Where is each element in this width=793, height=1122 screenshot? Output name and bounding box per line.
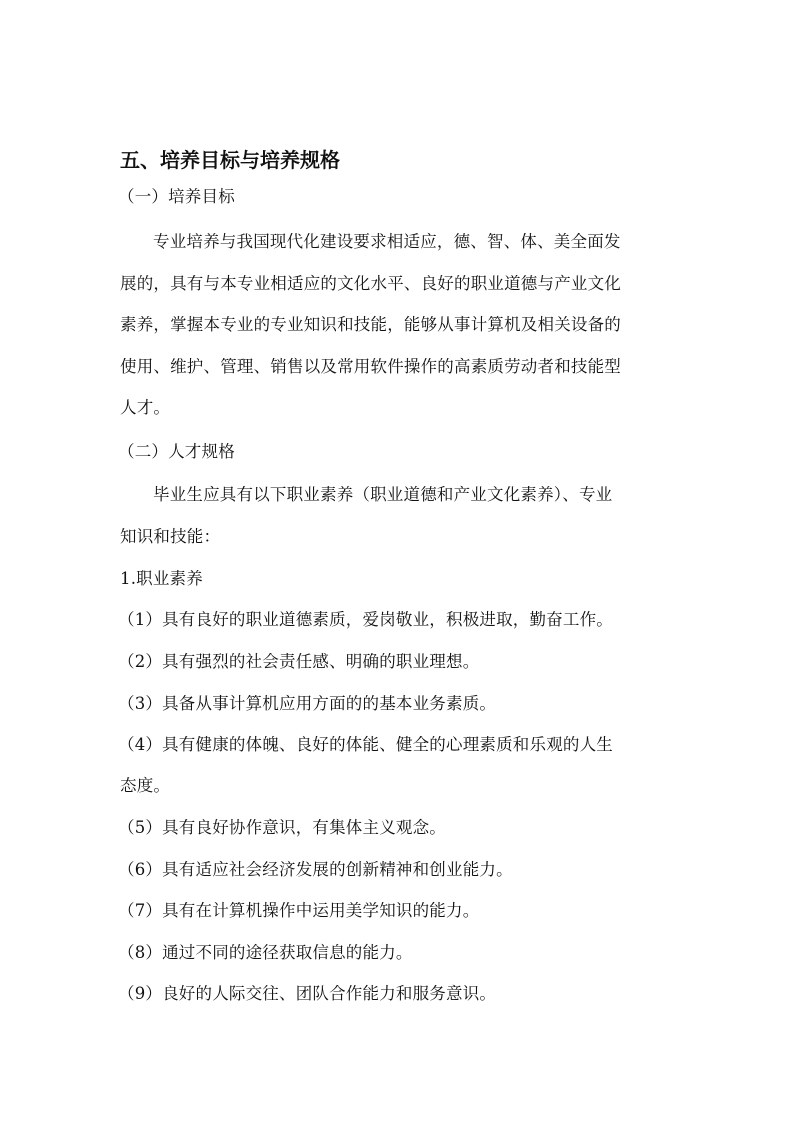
goal-line-5: 人才。 (120, 398, 171, 417)
goal-line-2: 展的，具有与本专业相适应的文化水平、良好的职业道德与产业文化 (120, 274, 621, 293)
spec-item-6: （6）具有适应社会经济发展的创新精神和创业能力。 (118, 860, 513, 879)
goal-line-3: 素养，掌握本专业的专业知识和技能，能够从事计算机及相关设备的 (120, 315, 621, 334)
spec-item-8: （8）通过不同的途径获取信息的能力。 (118, 943, 413, 962)
goal-line-4: 使用、维护、管理、销售以及常用软件操作的高素质劳动者和技能型 (120, 357, 621, 376)
spec-sub-heading: 1.职业素养 (120, 569, 203, 588)
goal-heading: （一）培养目标 (118, 187, 235, 206)
spec-item-2: （2）具有强烈的社会责任感、明确的职业理想。 (118, 652, 480, 671)
spec-item-1: （1）具有良好的职业道德素质，爱岗敬业，积极进取，勤奋工作。 (118, 610, 613, 629)
spec-heading: （二）人才规格 (118, 442, 235, 461)
spec-item-9: （9）良好的人际交往、团队合作能力和服务意识。 (118, 984, 497, 1003)
spec-item-4: （4）具有健康的体魄、良好的体能、健全的心理素质和乐观的人生 (118, 735, 613, 754)
spec-item-4-cont: 态度。 (120, 776, 171, 795)
spec-intro-line-1: 毕业生应具有以下职业素养（职业道德和产业文化素养）、专业 (153, 485, 613, 504)
spec-item-3: （3）具备从事计算机应用方面的的基本业务素质。 (118, 694, 497, 713)
goal-line-1: 专业培养与我国现代化建设要求相适应，德、智、体、美全面发 (153, 232, 621, 251)
spec-item-5: （5）具有良好协作意识，有集体主义观念。 (118, 818, 446, 837)
spec-intro-line-2: 知识和技能： (120, 527, 221, 546)
spec-item-7: （7）具有在计算机操作中运用美学知识的能力。 (118, 901, 480, 920)
section-title: 五、培养目标与培养规格 (120, 148, 340, 172)
